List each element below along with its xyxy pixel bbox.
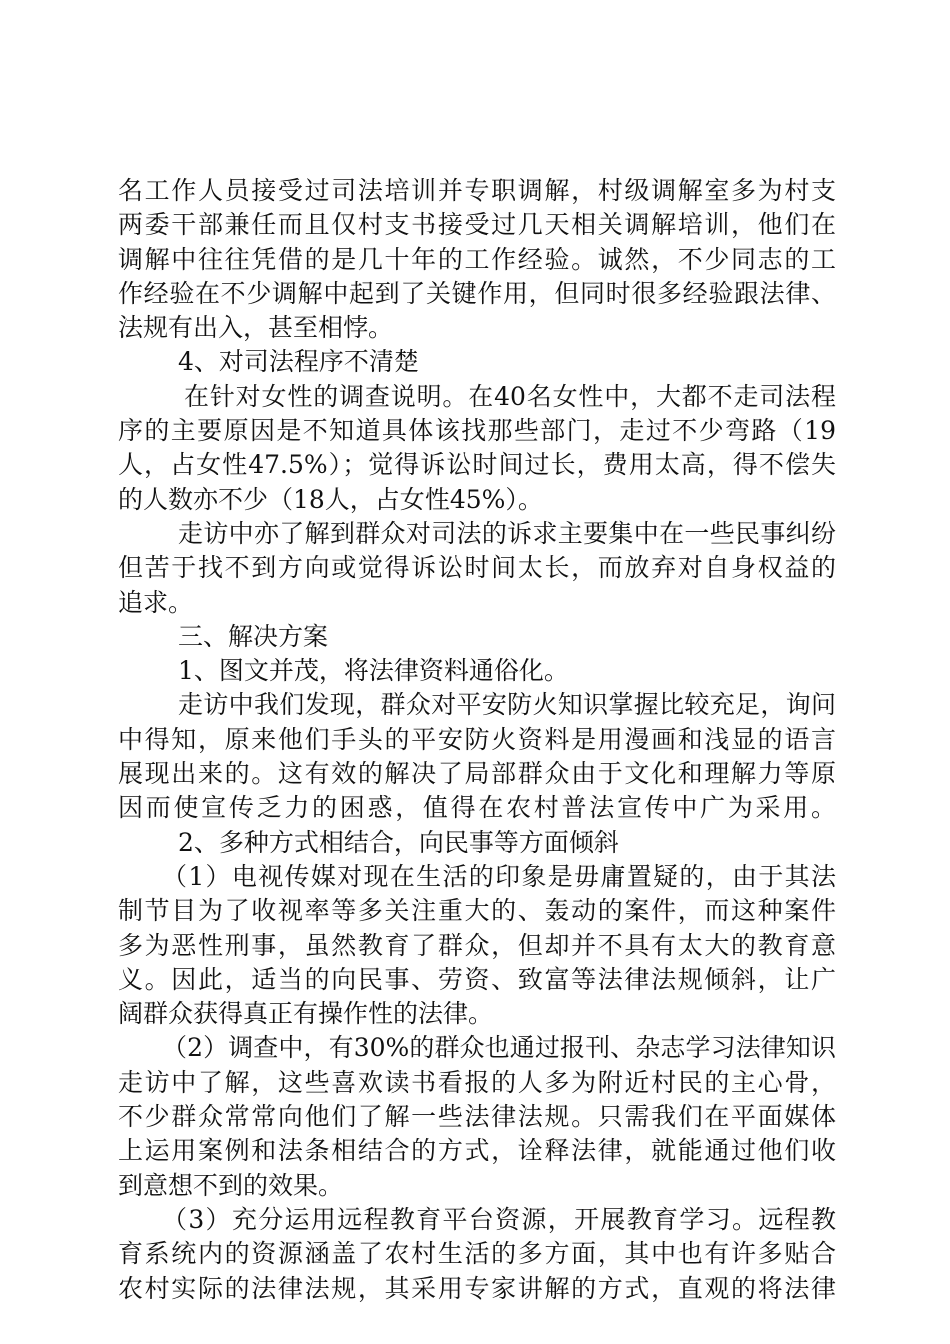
- paragraph-line: 农村实际的法律法规，其采用专家讲解的方式，直观的将法律: [118, 1273, 836, 1303]
- paragraph-line: 但苦于找不到方向或觉得诉讼时间太长，而放弃对自身权益的: [118, 553, 836, 583]
- paragraph-line: 上运用案例和法条相结合的方式，诠释法律，就能通过他们收: [118, 1136, 836, 1166]
- section-heading: 4、对司法程序不清楚: [178, 347, 419, 377]
- paragraph-line: 名工作人员接受过司法培训并专职调解，村级调解室多为村支: [118, 176, 836, 205]
- paragraph-line: 育系统内的资源涵盖了农村生活的多方面，其中也有许多贴合: [118, 1239, 836, 1269]
- paragraph-line: 多为恶性刑事，虽然教育了群众，但却并不具有太大的教育意: [118, 930, 836, 960]
- subsection-heading: 2、多种方式相结合，向民事等方面倾斜: [178, 827, 619, 857]
- paragraph-line: （1）电视传媒对现在生活的印象是毋庸置疑的，由于其法: [162, 861, 836, 891]
- paragraph-line: 走访中了解，这些喜欢读书看报的人多为附近村民的主心骨，: [118, 1067, 836, 1097]
- body-text: [118, 174, 836, 1306]
- paragraph-line: 作经验在不少调解中起到了关键作用，但同时很多经验跟法律、: [118, 278, 836, 308]
- paragraph-line: 制节目为了收视率等多关注重大的、轰动的案件，而这种案件: [118, 896, 836, 926]
- paragraph-line: 不少群众常常向他们了解一些法律法规。只需我们在平面媒体: [118, 1102, 836, 1132]
- paragraph-line: 中得知，原来他们手头的平安防火资料是用漫画和浅显的语言: [118, 724, 836, 754]
- paragraph-line: 在针对女性的调查说明。在40名女性中，大都不走司法程: [184, 381, 836, 411]
- paragraph-line: 走访中我们发现，群众对平安防火知识掌握比较充足，询问: [178, 690, 836, 720]
- paragraph-line: 两委干部兼任而且仅村支书接受过几天相关调解培训，他们在: [118, 210, 836, 240]
- paragraph-line: 义。因此，适当的向民事、劳资、致富等法律法规倾斜，让广: [118, 964, 836, 994]
- paragraph-line: 阔群众获得真正有操作性的法律。: [118, 999, 494, 1029]
- paragraph-line: 因而使宣传乏力的困惑，值得在农村普法宣传中广为采用。: [118, 793, 836, 823]
- paragraph-line: 的人数亦不少（18人，占女性45%）。: [118, 484, 543, 514]
- paragraph-line: 走访中亦了解到群众对司法的诉求主要集中在一些民事纠纷: [178, 518, 836, 548]
- subsection-heading: 1、图文并茂，将法律资料通俗化。: [178, 656, 569, 686]
- paragraph-line: 展现出来的。这有效的解决了局部群众由于文化和理解力等原: [118, 759, 836, 789]
- paragraph-line: 人，占女性47.5%）；觉得诉讼时间过长，费用太高，得不偿失: [118, 450, 836, 480]
- paragraph-line: （2）调查中，有30%的群众也通过报刊、杂志学习法律知识: [162, 1033, 836, 1063]
- paragraph-line: 调解中往往凭借的是几十年的工作经验。诚然，不少同志的工: [118, 244, 836, 274]
- paragraph-line: 法规有出入，甚至相悖。: [118, 313, 394, 343]
- paragraph-line: 序的主要原因是不知道具体该找那些部门，走过不少弯路（19: [118, 416, 836, 446]
- paragraph-line: 追求。: [118, 587, 194, 617]
- paragraph-line: 到意想不到的效果。: [118, 1170, 344, 1200]
- paragraph-line: （3）充分运用远程教育平台资源，开展教育学习。远程教: [162, 1204, 836, 1234]
- section-heading: 三、解决方案: [178, 621, 329, 651]
